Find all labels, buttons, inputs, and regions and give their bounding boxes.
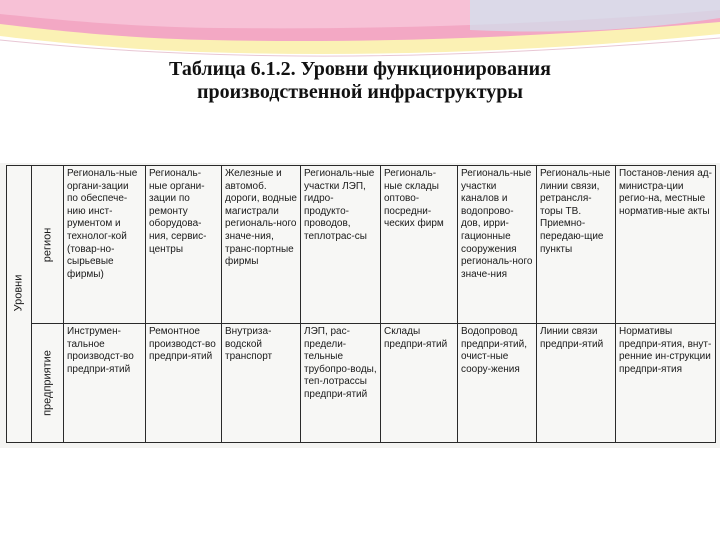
row-label-region: регион xyxy=(41,227,54,262)
table-cell: Региональ-ные органи-зации по ремонту оборудова-ния, сервис-центры xyxy=(146,166,222,324)
table-cell: Ремонтное производст-во предпри-ятий xyxy=(146,324,222,443)
table-cell: ЛЭП, рас-предели-тельные трубопро-воды, теп-лотрассы предпри-ятий xyxy=(301,324,381,443)
table-cell: Региональ-ные участки каналов и водопрово-дов, ирри-гационные сооружения региональ-ного значе-ния xyxy=(458,166,537,324)
table-cell: Региональ-ные линии связи, ретрансля-торы ТВ. Приемно-передаю-щие пункты xyxy=(537,166,616,324)
table-cell: Региональ-ные склады оптово-посредни-ческих фирм xyxy=(381,166,458,324)
levels-label: Уровни xyxy=(12,274,25,312)
table-row-region xyxy=(7,166,716,324)
table-cell: Нормативы предпри-ятия, внут-ренние ин-струкции предпри-ятия xyxy=(616,324,716,443)
table-cell: Внутриза-водской транспорт xyxy=(222,324,301,443)
decorative-banner xyxy=(0,0,720,60)
table-cell: Линии связи предпри-ятий xyxy=(537,324,616,443)
infrastructure-levels-table xyxy=(6,165,716,443)
row-label-enterprise: предприятие xyxy=(41,350,54,416)
table-row-enterprise xyxy=(7,324,716,443)
page-title xyxy=(0,58,720,104)
table-cell: Постанов-ления ад-министра-ции регио-на, местные норматив-ные акты xyxy=(616,166,716,324)
table-cell: Водопровод предпри-ятий, очист-ные соору-жения xyxy=(458,324,537,443)
title-line-1: Таблица 6.1.2. Уровни функционирования xyxy=(169,58,551,80)
table-cell: Региональ-ные органи-зации по обеспече-нию инст-рументом и технолог-кой (товар-но-сырьевые фирмы) xyxy=(64,166,146,324)
row-label-cell-enterprise xyxy=(32,324,64,443)
levels-label-cell xyxy=(7,166,32,443)
title-line-2: производственной инфраструктуры xyxy=(197,81,523,103)
table-cell: Региональ-ные участки ЛЭП, гидро-продукто-проводов, теплотрас-сы xyxy=(301,166,381,324)
table-cell: Железные и автомоб. дороги, водные магистрали региональ-ного значе-ния, транс-портные фирмы xyxy=(222,166,301,324)
table-cell: Инструмен-тальное производст-во предпри-ятий xyxy=(64,324,146,443)
table-cell: Склады предпри-ятий xyxy=(381,324,458,443)
row-label-cell-region xyxy=(32,166,64,324)
